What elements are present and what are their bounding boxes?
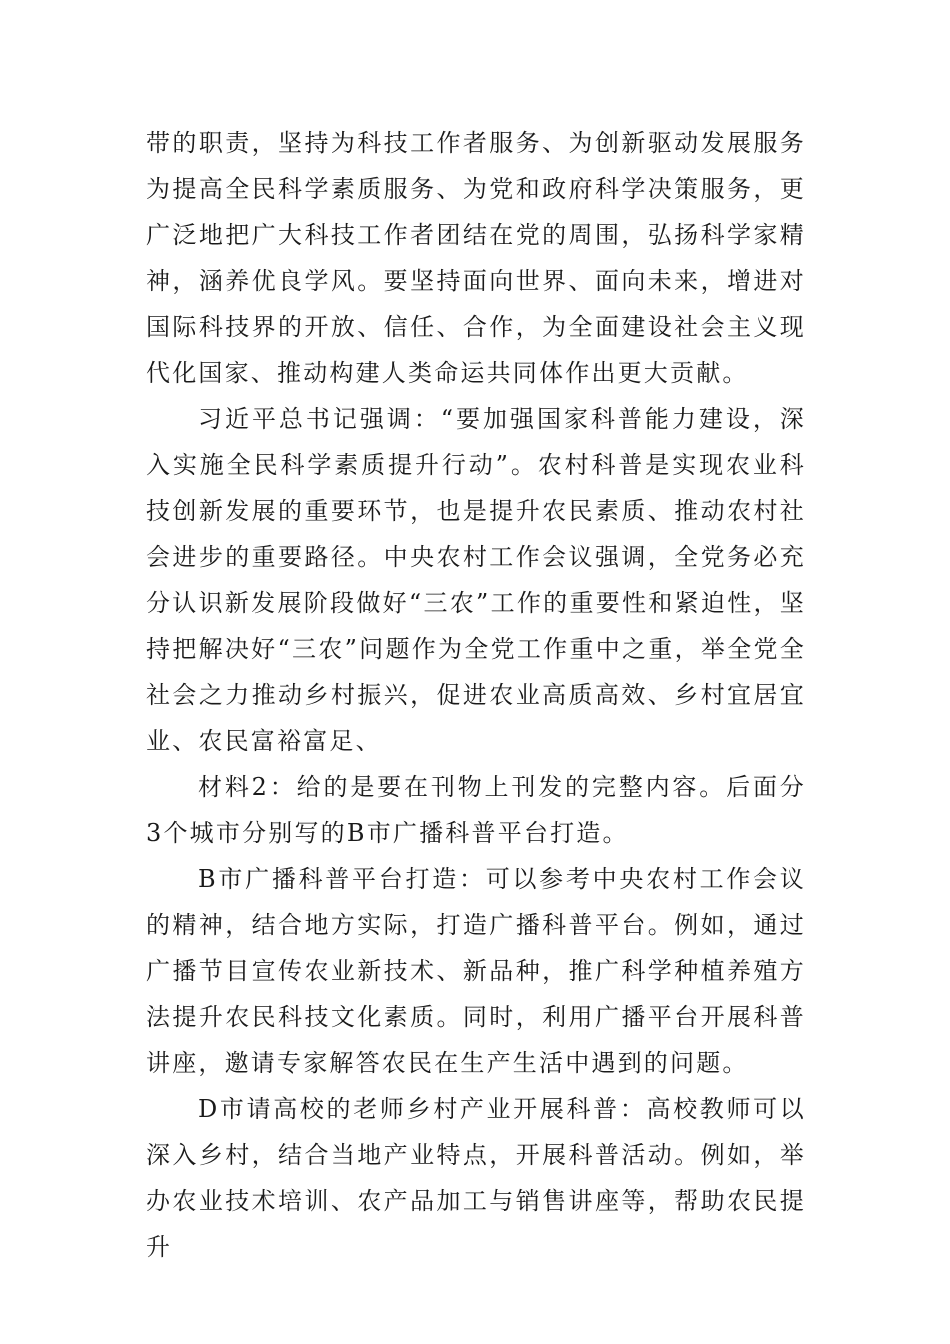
document-body [146,120,806,1270]
paragraph-3: 材料2：给的是要在刊物上刊发的完整内容。后面分3个城市分别写的B市广播科普平台打造。 [146,773,806,847]
paragraph-2: 习近平总书记强调：“要加强国家科普能力建设，深入实施全民科学素质提升行动”。农村科普是实现农业科技创新发展的重要环节，也是提升农民素质、推动农村社会进步的重要路径。中央农村工作会议强调，全党务必充分认识新发展阶段做好“三农”工作的重要性和紧迫性，坚持把解决好“三农”问题作为全党工作重中之重，举全党全社会之力推动乡村振兴，促进农业高质高效、乡村宜居宜业、农民富裕富足、 [146,405,806,755]
paragraph-4: B市广播科普平台打造：可以参考中央农村工作会议的精神，结合地方实际，打造广播科普平台。例如，通过广播节目宣传农业新技术、新品种，推广科学种植养殖方法提升农民科技文化素质。同时，利用广播平台开展科普讲座，邀请专家解答农民在生产生活中遇到的问题。 [146,865,806,1077]
paragraph-1: 带的职责，坚持为科技工作者服务、为创新驱动发展服务为提高全民科学素质服务、为党和政府科学决策服务，更广泛地把广大科技工作者团结在党的周围，弘扬科学家精神，涵养优良学风。要坚持面向世界、面向未来，增进对国际科技界的开放、信任、合作，为全面建设社会主义现代化国家、推动构建人类命运共同体作出更大贡献。 [146,129,806,387]
paragraph-5: D市请高校的老师乡村产业开展科普：高校教师可以深入乡村，结合当地产业特点，开展科普活动。例如，举办农业技术培训、农产品加工与销售讲座等，帮助农民提升 [146,1095,806,1261]
